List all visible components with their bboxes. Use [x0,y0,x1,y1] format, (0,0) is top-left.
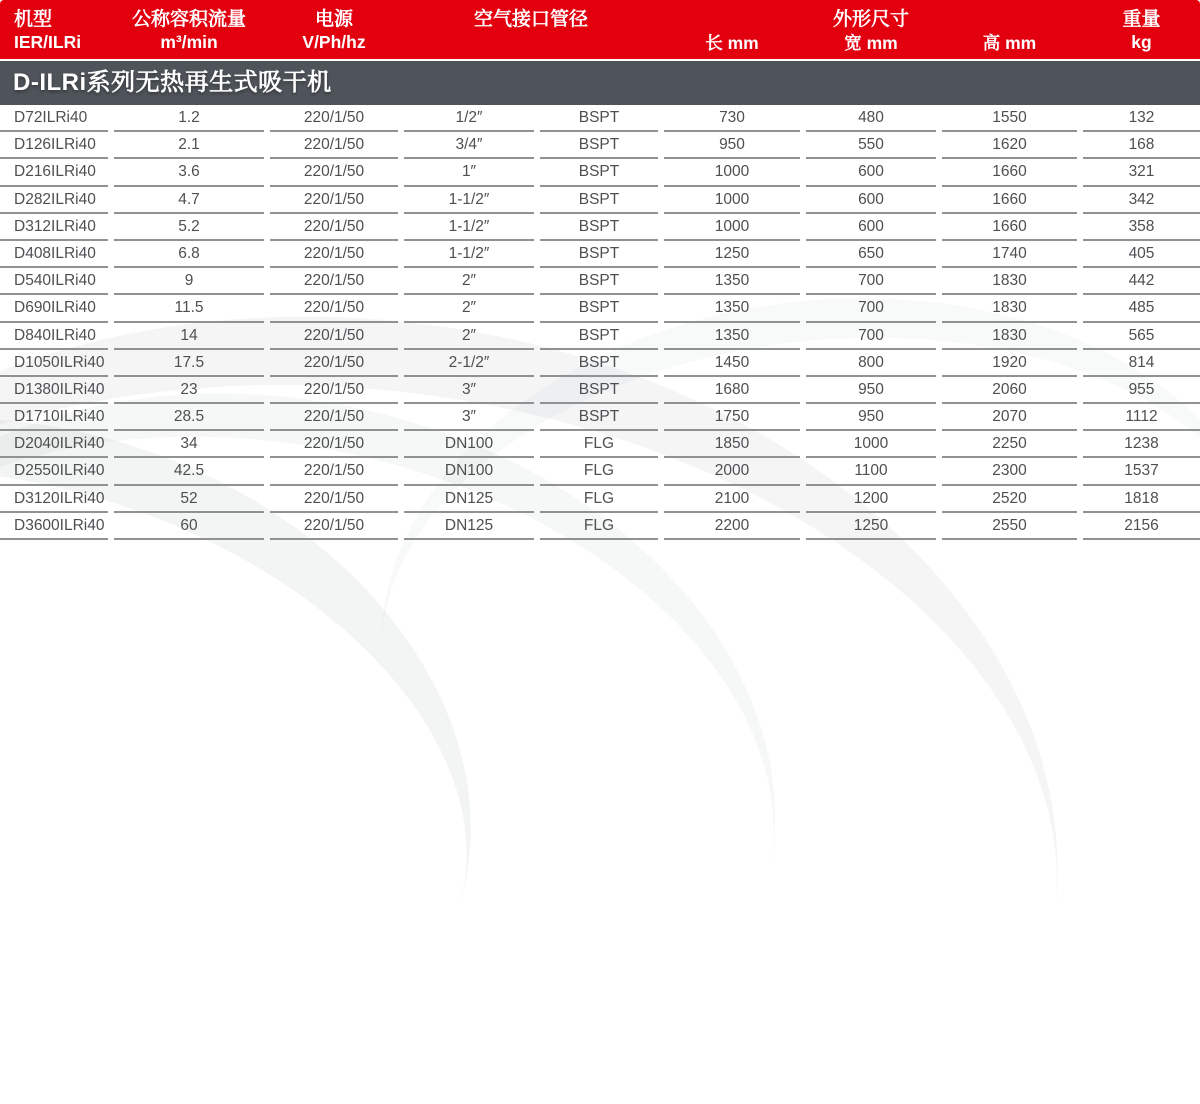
cell-pipe-size: 1″ [404,159,534,186]
cell-pipe-type: BSPT [540,295,658,322]
cell-flow: 17.5 [114,350,264,377]
cell-flow: 23 [114,377,264,404]
cell-height: 2300 [942,458,1077,485]
cell-width: 700 [806,295,936,322]
cell-model: D3600ILRi40 [0,513,108,540]
cell-weight: 2156 [1083,513,1200,540]
cell-power: 220/1/50 [270,377,398,404]
cell-width: 650 [806,241,936,268]
cell-model: D690ILRi40 [0,295,108,322]
header-model-title: 机型 [14,9,53,30]
cell-flow: 1.2 [114,105,264,132]
table-body [0,105,1200,540]
cell-model: D312ILRi40 [0,214,108,241]
cell-width: 1000 [806,431,936,458]
cell-pipe-size: DN100 [404,458,534,485]
table-row [0,431,1200,458]
cell-height: 1830 [942,323,1077,350]
cell-model: D1380ILRi40 [0,377,108,404]
cell-flow: 11.5 [114,295,264,322]
cell-height: 1830 [942,268,1077,295]
cell-pipe-size: 2″ [404,268,534,295]
cell-width: 600 [806,187,936,214]
cell-flow: 42.5 [114,458,264,485]
cell-height: 1920 [942,350,1077,377]
cell-weight: 565 [1083,323,1200,350]
cell-length: 1350 [664,268,800,295]
cell-height: 2060 [942,377,1077,404]
cell-flow: 60 [114,513,264,540]
cell-length: 950 [664,132,800,159]
cell-weight: 168 [1083,132,1200,159]
cell-height: 1660 [942,214,1077,241]
cell-model: D216ILRi40 [0,159,108,186]
cell-flow: 34 [114,431,264,458]
cell-length: 1750 [664,404,800,431]
cell-power: 220/1/50 [270,214,398,241]
table-row [0,214,1200,241]
cell-power: 220/1/50 [270,105,398,132]
header-length-label: 长 mm [705,32,759,53]
cell-flow: 2.1 [114,132,264,159]
cell-power: 220/1/50 [270,241,398,268]
cell-length: 1350 [664,323,800,350]
cell-height: 2520 [942,486,1077,513]
cell-weight: 321 [1083,159,1200,186]
cell-length: 1000 [664,159,800,186]
header-pipe-group: 空气接口管径 [473,9,588,30]
cell-length: 1000 [664,214,800,241]
cell-flow: 52 [114,486,264,513]
cell-height: 1620 [942,132,1077,159]
cell-power: 220/1/50 [270,159,398,186]
table-row [0,377,1200,404]
header-dim-group: 外形尺寸 [832,9,909,30]
cell-height: 1550 [942,105,1077,132]
cell-width: 1250 [806,513,936,540]
cell-width: 700 [806,323,936,350]
cell-pipe-size: DN100 [404,431,534,458]
cell-model: D1050ILRi40 [0,350,108,377]
cell-pipe-size: 3″ [404,404,534,431]
cell-length: 1450 [664,350,800,377]
cell-power: 220/1/50 [270,486,398,513]
series-section-title: D-ILRi系列无热再生式吸干机 [0,61,1200,105]
cell-pipe-size: 3/4″ [404,132,534,159]
cell-power: 220/1/50 [270,323,398,350]
cell-weight: 358 [1083,214,1200,241]
cell-power: 220/1/50 [270,404,398,431]
cell-flow: 6.8 [114,241,264,268]
cell-weight: 342 [1083,187,1200,214]
cell-pipe-type: BSPT [540,241,658,268]
cell-width: 550 [806,132,936,159]
cell-width: 480 [806,105,936,132]
cell-length: 1350 [664,295,800,322]
cell-pipe-type: BSPT [540,214,658,241]
cell-weight: 485 [1083,295,1200,322]
cell-weight: 1112 [1083,404,1200,431]
cell-model: D3120ILRi40 [0,486,108,513]
table-row [0,323,1200,350]
header-weight-unit: kg [1131,31,1152,52]
cell-model: D2040ILRi40 [0,431,108,458]
table-row [0,404,1200,431]
cell-pipe-size: 2″ [404,323,534,350]
cell-pipe-size: 1-1/2″ [404,241,534,268]
cell-weight: 132 [1083,105,1200,132]
table-row [0,132,1200,159]
cell-width: 600 [806,159,936,186]
cell-power: 220/1/50 [270,350,398,377]
cell-flow: 14 [114,323,264,350]
table-row [0,295,1200,322]
cell-power: 220/1/50 [270,458,398,485]
cell-flow: 4.7 [114,187,264,214]
cell-length: 2000 [664,458,800,485]
header-model-unit: IER/ILRi [14,31,82,52]
header-power-title: 电源 [314,9,353,30]
cell-model: D540ILRi40 [0,268,108,295]
table-column-header [0,0,1200,59]
cell-weight: 1818 [1083,486,1200,513]
table-row [0,105,1200,132]
cell-power: 220/1/50 [270,295,398,322]
table-row [0,513,1200,540]
header-power-unit: V/Ph/hz [302,31,366,52]
cell-pipe-size: 1-1/2″ [404,214,534,241]
cell-power: 220/1/50 [270,431,398,458]
cell-width: 950 [806,377,936,404]
cell-weight: 955 [1083,377,1200,404]
spec-table [0,0,1200,540]
cell-pipe-type: BSPT [540,323,658,350]
cell-width: 700 [806,268,936,295]
table-row [0,268,1200,295]
cell-pipe-size: DN125 [404,513,534,540]
cell-model: D2550ILRi40 [0,458,108,485]
cell-model: D282ILRi40 [0,187,108,214]
table-row [0,486,1200,513]
cell-length: 2200 [664,513,800,540]
table-row [0,187,1200,214]
cell-pipe-type: BSPT [540,404,658,431]
cell-height: 1740 [942,241,1077,268]
header-height-label: 高 mm [982,32,1037,53]
cell-power: 220/1/50 [270,132,398,159]
cell-model: D840ILRi40 [0,323,108,350]
cell-width: 950 [806,404,936,431]
cell-weight: 405 [1083,241,1200,268]
cell-pipe-type: BSPT [540,377,658,404]
cell-weight: 442 [1083,268,1200,295]
cell-pipe-size: DN125 [404,486,534,513]
cell-pipe-size: 3″ [404,377,534,404]
cell-width: 1200 [806,486,936,513]
cell-pipe-type: FLG [540,513,658,540]
cell-width: 800 [806,350,936,377]
cell-pipe-size: 2″ [404,295,534,322]
cell-length: 730 [664,105,800,132]
cell-model: D126ILRi40 [0,132,108,159]
header-weight-title: 重量 [1122,9,1161,30]
cell-weight: 814 [1083,350,1200,377]
cell-height: 1830 [942,295,1077,322]
cell-pipe-size: 1/2″ [404,105,534,132]
cell-height: 2250 [942,431,1077,458]
cell-pipe-type: FLG [540,431,658,458]
cell-flow: 3.6 [114,159,264,186]
cell-model: D72ILRi40 [0,105,108,132]
cell-flow: 5.2 [114,214,264,241]
cell-pipe-type: BSPT [540,268,658,295]
cell-model: D408ILRi40 [0,241,108,268]
cell-weight: 1238 [1083,431,1200,458]
cell-pipe-type: BSPT [540,350,658,377]
cell-height: 2070 [942,404,1077,431]
cell-height: 1660 [942,159,1077,186]
cell-length: 1000 [664,187,800,214]
cell-width: 600 [806,214,936,241]
cell-pipe-type: FLG [540,486,658,513]
header-width-label: 宽 mm [844,32,898,53]
header-flow-unit: m³/min [160,31,218,52]
cell-power: 220/1/50 [270,513,398,540]
cell-length: 1680 [664,377,800,404]
cell-power: 220/1/50 [270,268,398,295]
table-row [0,159,1200,186]
table-row [0,458,1200,485]
cell-height: 2550 [942,513,1077,540]
cell-height: 1660 [942,187,1077,214]
cell-flow: 9 [114,268,264,295]
cell-length: 2100 [664,486,800,513]
cell-pipe-type: BSPT [540,105,658,132]
cell-pipe-type: BSPT [540,159,658,186]
cell-model: D1710ILRi40 [0,404,108,431]
cell-width: 1100 [806,458,936,485]
cell-flow: 28.5 [114,404,264,431]
cell-pipe-size: 1-1/2″ [404,187,534,214]
table-row [0,350,1200,377]
cell-power: 220/1/50 [270,187,398,214]
cell-pipe-size: 2-1/2″ [404,350,534,377]
cell-length: 1850 [664,431,800,458]
cell-pipe-type: BSPT [540,132,658,159]
cell-pipe-type: FLG [540,458,658,485]
cell-weight: 1537 [1083,458,1200,485]
cell-pipe-type: BSPT [540,187,658,214]
table-row [0,241,1200,268]
cell-length: 1250 [664,241,800,268]
header-flow-title: 公称容积流量 [131,9,246,30]
